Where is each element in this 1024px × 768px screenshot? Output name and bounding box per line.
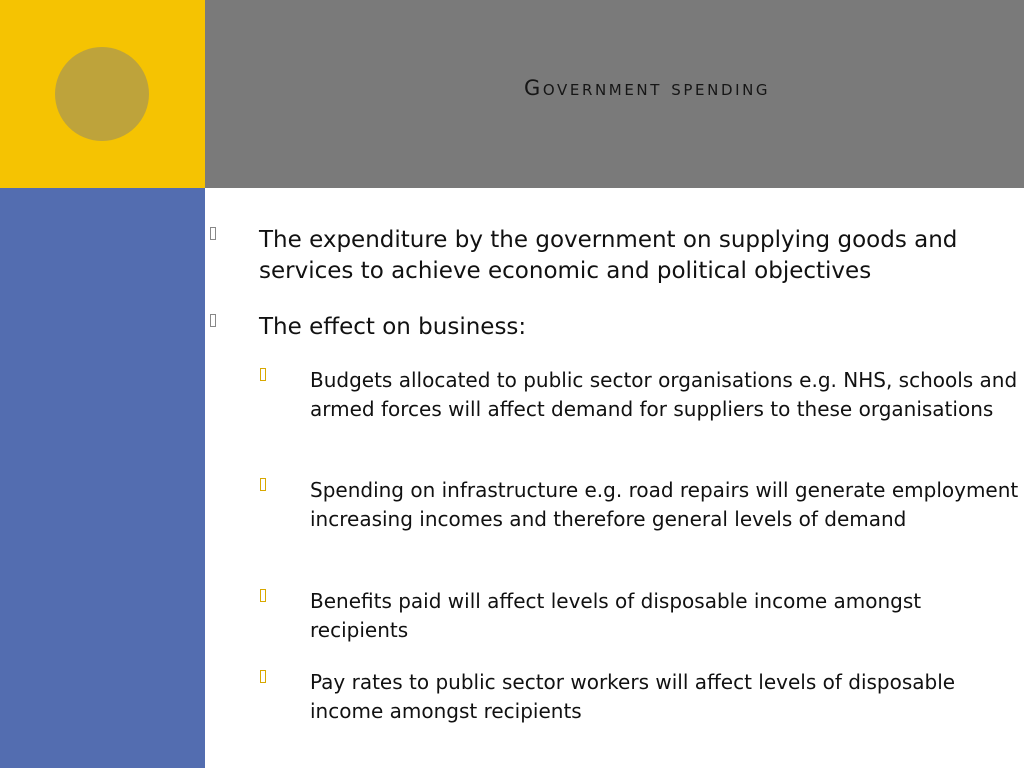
sub-bullet-point: Benefits paid will affect levels of disposable income amongst recipients [310, 589, 922, 642]
corner-accent-block [0, 0, 205, 188]
sub-bullet-point: Budgets allocated to public sector organisations e.g. NHS, schools and armed forces will affect demand for suppliers to these organisations [310, 368, 1018, 421]
sub-bullet-icon [260, 589, 266, 602]
bullet-point: The expenditure by the government on supplying goods and services to achieve economic and political objectives [259, 227, 958, 284]
sub-bullet-icon [260, 670, 266, 683]
left-sidebar-band [0, 188, 205, 768]
bullet-icon [210, 227, 216, 240]
sub-bullet-icon [260, 478, 266, 491]
slide-title: Government spending [524, 76, 771, 100]
slide-body [205, 188, 1024, 768]
bullet-point: The effect on business: [259, 314, 527, 340]
circle-decoration [55, 47, 149, 141]
sub-bullet-point: Pay rates to public sector workers will affect levels of disposable income amongst recipients [310, 670, 956, 723]
bullet-icon [210, 314, 216, 327]
sub-bullet-icon [260, 368, 266, 381]
sub-bullet-point: Spending on infrastructure e.g. road repairs will generate employment increasing incomes and therefore general levels of demand [310, 478, 1019, 531]
